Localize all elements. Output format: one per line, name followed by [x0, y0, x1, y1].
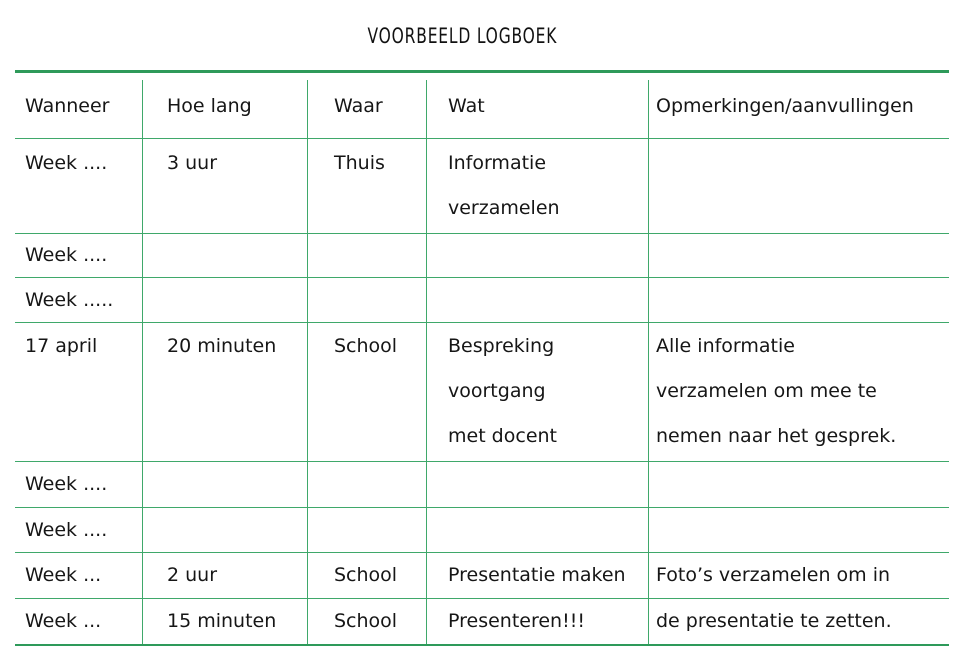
cell-wat: Presenteren!!! — [448, 610, 585, 632]
cell-wanneer: Week .... — [25, 473, 108, 495]
cell-wanneer: Week ..... — [25, 289, 114, 311]
cell-wanneer: Week ... — [25, 564, 102, 586]
header-wanneer: Wanneer — [25, 95, 110, 117]
row-divider — [15, 233, 949, 234]
cell-hoe-lang: 15 minuten — [167, 610, 277, 632]
cell-hoe-lang: 20 minuten — [167, 335, 277, 357]
column-divider — [307, 80, 308, 644]
row-divider — [15, 322, 949, 323]
header-wat: Wat — [448, 95, 485, 117]
cell-wanneer: Week .... — [25, 244, 108, 266]
column-divider — [426, 80, 427, 644]
column-divider — [142, 80, 143, 644]
cell-waar: School — [334, 564, 398, 586]
cell-opmerkingen: de presentatie te zetten. — [656, 610, 892, 632]
document-title: VOORBEELD LOGBOEK — [367, 24, 558, 48]
cell-waar: Thuis — [334, 152, 385, 174]
cell-opmerkingen: Alle informatie verzamelen om mee te nemen naar het gesprek. — [656, 335, 897, 447]
cell-wanneer: Week ... — [25, 610, 102, 632]
cell-waar: School — [334, 610, 398, 632]
cell-waar: School — [334, 335, 398, 357]
header-opmerkingen: Opmerkingen/aanvullingen — [656, 95, 914, 117]
cell-opmerkingen: Foto’s verzamelen om in — [656, 564, 891, 586]
cell-hoe-lang: 3 uur — [167, 152, 218, 174]
cell-wat: Bespreking voortgang met docent — [448, 335, 557, 447]
cell-wanneer: Week .... — [25, 152, 108, 174]
row-divider — [15, 507, 949, 508]
cell-wanneer: 17 april — [25, 335, 98, 357]
cell-wat: Presentatie maken — [448, 564, 626, 586]
bottom-rule — [15, 644, 949, 646]
top-rule — [15, 70, 949, 73]
cell-hoe-lang: 2 uur — [167, 564, 218, 586]
cell-wat: Informatie verzamelen — [448, 152, 560, 219]
cell-wanneer: Week .... — [25, 519, 108, 541]
header-waar: Waar — [334, 95, 383, 117]
column-divider — [648, 80, 649, 644]
row-divider — [15, 138, 949, 139]
row-divider — [15, 277, 949, 278]
header-hoe-lang: Hoe lang — [167, 95, 252, 117]
row-divider — [15, 461, 949, 462]
